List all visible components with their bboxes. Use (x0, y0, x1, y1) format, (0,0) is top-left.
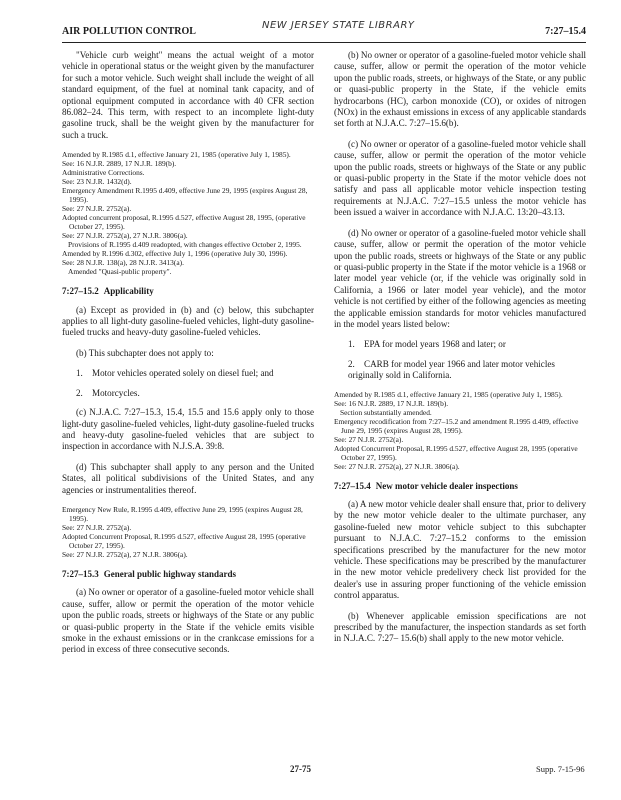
section-number: 7:27–15.2 (62, 286, 99, 297)
section-heading-15-2 (62, 286, 314, 297)
paragraph-15-4-b: (b) Whenever applicable emission specifications are not prescribed by the manufacturer, the inspection standards as set forth in N.J.A.C. 7:27– 15.6(b) shall apply to the new motor vehicle. (334, 610, 586, 644)
list-item (76, 388, 314, 399)
history-line: Administrative Corrections. (62, 168, 145, 178)
history-line: See: 16 N.J.R. 2889, 17 N.J.R. 189(b). (62, 159, 177, 169)
section-number: 7:27–15.3 (62, 568, 99, 579)
history-line: Emergency New Rule, R.1995 d.409, effective June 29, 1995 (expires August 28, 1995). (62, 504, 303, 523)
supplement-date: Supp. 7-15-96 (536, 764, 585, 774)
history-line: See: 16 N.J.R. 2889, 17 N.J.R. 189(b). (334, 398, 449, 408)
library-stamp: NEW JERSEY STATE LIBRARY (262, 20, 415, 31)
running-header (62, 20, 586, 43)
paragraph-15-2-b: (b) This subchapter does not apply to: (76, 347, 214, 358)
section-number: 7:27–15.4 (334, 480, 371, 491)
section-title: New motor vehicle dealer inspections (375, 480, 518, 491)
history-line: Amended by R.1985 d.1, effective January 21, 1985 (operative July 1, 1985). (62, 150, 291, 160)
history-note-15-2 (62, 505, 314, 559)
history-note-15-3 (334, 390, 586, 471)
history-note-15-1 (62, 150, 314, 276)
item-text: EPA for model years 1968 and later; or (364, 339, 506, 350)
history-line: Emergency recodification from 7:27–15.2 and amendment R.1995 d.409, effective June 29, 1995 (expires August 28, 1995). (334, 416, 579, 435)
section-title: Applicability (103, 286, 154, 297)
history-line: Adopted concurrent proposal, R.1995 d.527, effective August 28, 1995, (operative October 27, 1995). (62, 213, 306, 232)
list-item (76, 368, 314, 379)
left-column (62, 50, 314, 665)
item-text: Motor vehicles operated solely on diesel fuel; and (92, 368, 274, 379)
paragraph-15-2-d: (d) This subchapter shall apply to any person and the United States, all political subdivisions of the United States, and any agencies or instrumentalities thereof. (62, 461, 314, 495)
right-column (334, 50, 586, 654)
history-line: Amended "Quasi-public property". (68, 267, 172, 277)
list-item (348, 339, 586, 350)
history-line: See: 27 N.J.R. 2752(a). (62, 204, 132, 214)
paragraph-15-3-b: (b) No owner or operator of a gasoline-fueled motor vehicle shall cause, suffer, allow or permit the operation of the motor vehicle upon the public roads, streets, or highways of the State, or any public or quasi-public property in the State, if the vehicle emits hydrocarbons (HC), carbon monoxide (CO), or oxides of nitrogen (NOx) in the exhaust emissions in excess of any applicable standards set forth at N.J.A.C. 7:27–15.6(b). (334, 50, 586, 129)
section-title: General public highway standards (103, 568, 237, 579)
curb-weight-definition: "Vehicle curb weight" means the actual weight of a motor vehicle in operational status or the weight given by the manufacturer for such a motor vehicle. Such weight shall include the weight of all standard equipment, of the fuel at nominal tank capacity, and of optional equipment computed in accordance with 40 CFR section 86.082–24. This term, with respect to an incomplete light-duty gasoline truck, shall be the weight given by the manufacturer for such a truck. (62, 50, 314, 140)
history-line: Emergency Amendment R.1995 d.409, effective June 29, 1995 (expires August 28, 1995). (62, 186, 308, 205)
history-line: See: 23 N.J.R. 1432(d). (62, 177, 132, 187)
item-number: 2. (76, 387, 83, 398)
history-line: See: 27 N.J.R. 2752(a). (62, 522, 132, 532)
paragraph-15-2-a: (a) Except as provided in (b) and (c) below, this subchapter applies to all light-duty gasoline-fueled vehicles, light-duty gasoline-fueled trucks and heavy-duty gasoline-fueled vehicles. (62, 304, 314, 338)
paragraph-15-2-c: (c) N.J.A.C. 7:27–15.3, 15.4, 15.5 and 15.6 apply only to those light-duty gasoline-fueled vehicles, light-duty gasoline-fueled trucks and heavy-duty gasoline-fueled vehicles that are subject to inspection in accordance with N.J.S.A. 39:8. (62, 407, 314, 452)
history-line: Section substantially amended. (340, 407, 432, 417)
history-line: Amended by R.1985 d.1, effective January 21, 1985 (operative July 1, 1985). (334, 389, 563, 399)
section-heading-15-4 (334, 481, 586, 492)
paragraph-15-3-c: (c) No owner or operator of a gasoline-fueled motor vehicle shall cause, suffer, allow or permit the operation of the motor vehicle upon the public roads, streets or highways of the State or any public or quasi-public property in the State if the motor vehicle does not satisfy and pass all applicable motor vehicle inspection testing requirements at N.J.A.C. 7:27–15.5 unless the motor vehicle has been issued a waiver in accordance with N.J.A.C. 13:20–43.13. (334, 138, 586, 218)
history-line: See: 27 N.J.R. 2752(a), 27 N.J.R. 3806(a). (334, 461, 460, 471)
history-line: See: 27 N.J.R. 2752(a), 27 N.J.R. 3806(a). (62, 231, 188, 241)
paragraph-15-3-d: (d) No owner or operator of a gasoline-fueled motor vehicle shall cause, suffer, allow or permit the operation of the motor vehicle upon the public roads, streets or highways of the State or any public or quasi-public property in the State if the motor vehicle is a 1968 or later model year vehicle (or, if the vehicle was originally sold in California, a 1966 or later model year vehicle), and the motor vehicle is not certified by either of the following agencies as meeting the applicable emission standards for motor vehicles manufactured in the model years listed below: (334, 227, 586, 329)
item-text: Motorcycles. (92, 387, 140, 398)
history-line: See: 27 N.J.R. 2752(a). (334, 434, 404, 444)
history-line: Adopted Concurrent Proposal, R.1995 d.527, effective August 28, 1995 (operative October 27, 1995). (62, 531, 306, 550)
history-line: See: 27 N.J.R. 2752(a), 27 N.J.R. 3806(a). (62, 549, 188, 559)
section-range: 7:27–15.4 (545, 26, 586, 37)
history-line: Amended by R.1996 d.302, effective July 1, 1996 (operative July 30, 1996). (62, 249, 288, 259)
item-number: 1. (76, 368, 83, 379)
chapter-title: AIR POLLUTION CONTROL (62, 26, 196, 37)
history-line: See: 28 N.J.R. 138(a), 28 N.J.R. 3413(a). (62, 258, 184, 268)
item-text: CARB for model year 1966 and later motor vehicles originally sold in California. (348, 358, 555, 381)
paragraph-15-4-a: (a) A new motor vehicle dealer shall ensure that, prior to delivery by the new motor vehicle dealer to the ultimate purchaser, any gasoline-fueled new motor vehicle subject to this subchapter pursuant to N.J.A.C. 7:27–15.2 conforms to the emission specifications prescribed by the manufacturer for the new motor vehicle. These specifications may be prescribed by the manufacturer in the new motor vehicle predelivery check list provided for the dealer's use in assuring proper functioning of the vehicle emission control apparatus. (334, 498, 586, 601)
paragraph-15-3-a: (a) No owner or operator of a gasoline-fueled motor vehicle shall cause, suffer, allow or permit the operation of the motor vehicle upon the public roads, streets or highways of the State or any public or quasi-public property in the State if the vehicle emits visible smoke in the exhaust emissions or in the crankcase emissions for a period in excess of three consecutive seconds. (62, 587, 314, 655)
item-number: 2. (348, 358, 355, 369)
page-number: 27-75 (290, 764, 311, 774)
section-heading-15-3 (62, 569, 314, 580)
history-line: Adopted Concurrent Proposal, R.1995 d.527, effective August 28, 1995 (operative October 27, 1995). (334, 443, 578, 462)
history-line: Provisions of R.1995 d.409 readopted, with changes effective October 2, 1995. (68, 240, 302, 250)
item-number: 1. (348, 339, 355, 350)
list-item (348, 359, 586, 382)
